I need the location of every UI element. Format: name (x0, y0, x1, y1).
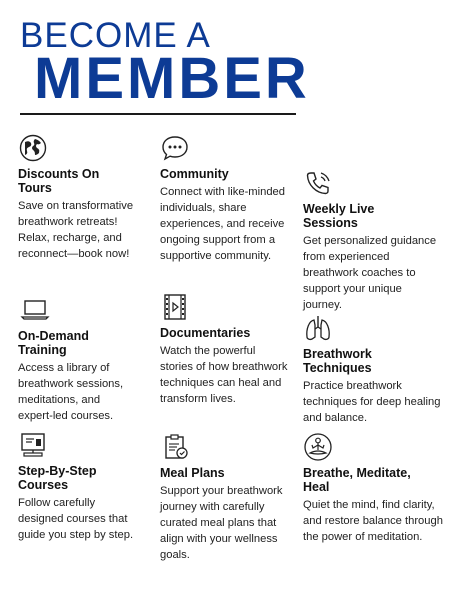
feature-description: Access a library of breathwork sessions, meditations, and expert-led courses. (18, 362, 124, 422)
title-divider (20, 113, 296, 115)
feature-description: Quiet the mind, find clarity, and restore balance through the power of meditation. (303, 499, 443, 543)
feature-description: Connect with like-minded individuals, share experiences, and receive ongoing support from a supportive community. (160, 186, 285, 262)
feature-weekly-live-sessions (303, 168, 443, 313)
feature-description: Support your breathwork journey with carefully curated meal plans that align with your wellness goals. (160, 485, 283, 561)
page-title-line2: MEMBER (34, 46, 310, 111)
feature-community (160, 133, 292, 264)
feature-description: Save on transformative breathwork retreats! Relax, recharge, and reconnect—book now! (18, 200, 134, 260)
feature-breathe-meditate-heal (303, 432, 445, 545)
feature-discounts-on-tours (18, 133, 136, 262)
feature-title: Documentaries (160, 326, 251, 340)
feature-step-by-step-courses (18, 430, 138, 543)
feature-meal-plans (160, 432, 290, 563)
feature-description: Get personalized guidance from experienced breathwork coaches to support your unique journey. (303, 235, 437, 311)
feature-title: Weekly Live Sessions (303, 202, 375, 230)
globe-icon (18, 133, 136, 163)
feature-title: Breathwork Techniques (303, 347, 372, 375)
meditation-icon (303, 432, 445, 462)
feature-title: Meal Plans (160, 466, 225, 480)
feature-title: Step-By-Step Courses (18, 464, 97, 492)
page-title-line1: BECOME A (20, 16, 211, 55)
feature-description: Practice breathwork techniques for deep healing and balance. (303, 380, 441, 424)
feature-description: Follow carefully designed courses that guide you step by step. (18, 497, 134, 541)
feature-title: On-Demand Training (18, 329, 89, 357)
feature-documentaries (160, 292, 290, 407)
feature-on-demand-training (18, 295, 138, 424)
feature-title: Community (160, 167, 229, 181)
meal-plan-icon (160, 432, 290, 462)
feature-breathwork-techniques (303, 313, 443, 426)
phone-icon (303, 168, 443, 198)
feature-description: Watch the powerful stories of how breathwork techniques can heal and transform lives. (160, 345, 288, 405)
feature-title: Breathe, Meditate, Heal (303, 466, 411, 494)
lungs-icon (303, 313, 443, 343)
speech-bubble-icon (160, 133, 292, 163)
presentation-icon (18, 430, 138, 460)
film-icon (160, 292, 290, 322)
feature-title: Discounts On Tours (18, 167, 100, 195)
laptop-icon (18, 295, 138, 325)
